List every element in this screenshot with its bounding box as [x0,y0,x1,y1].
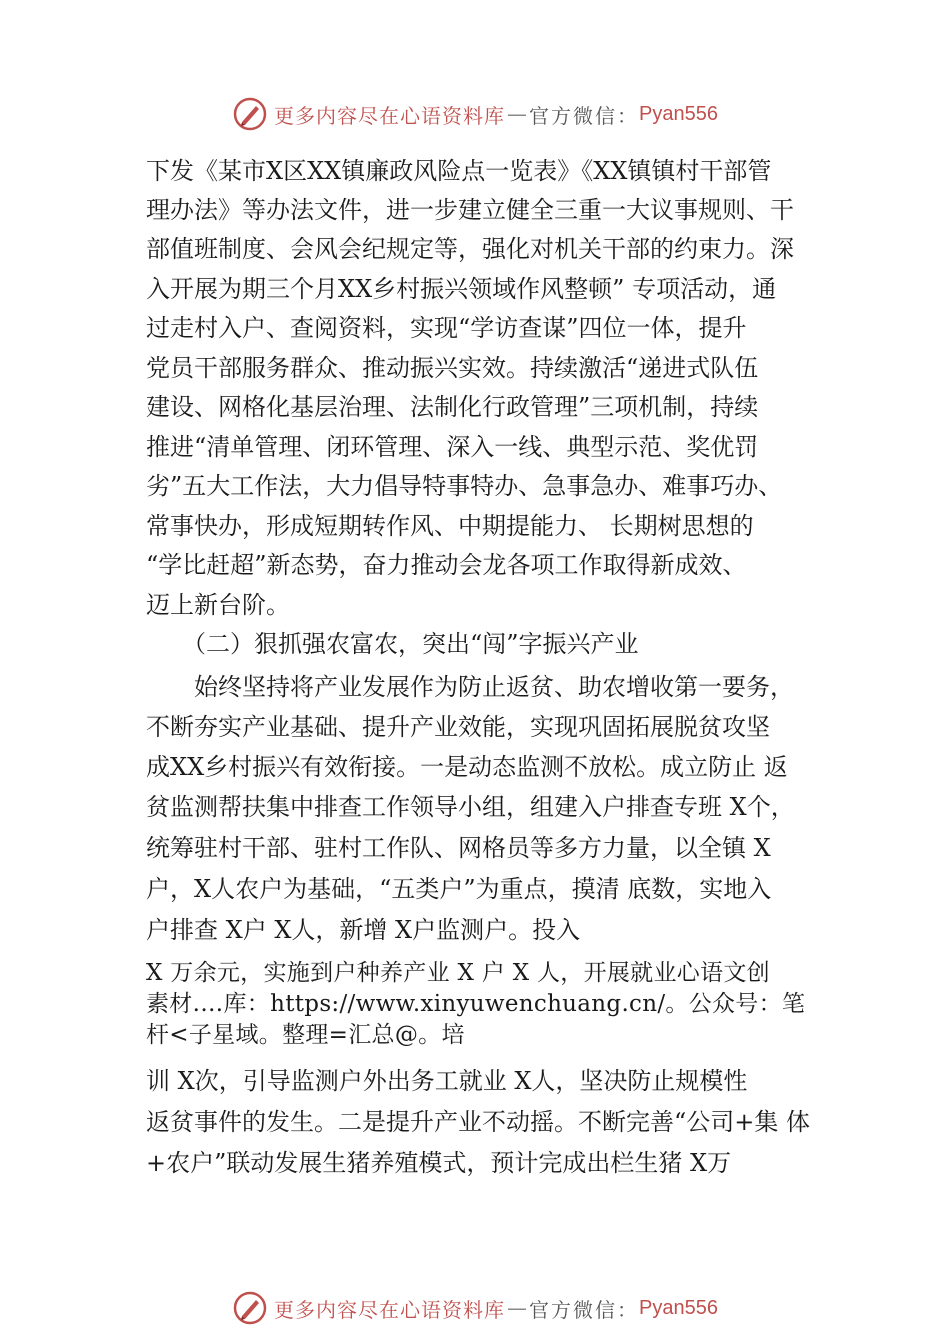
text-line: 户排查 X户 X人，新增 X户监测户。投入 [146,916,581,944]
section-heading: （二）狠抓强农富农，突出“闯”字振兴产业 [146,630,639,658]
wechat-label: 官方微信： [529,103,640,128]
footer-banner [0,1286,950,1330]
inserted-text-line: 杆<子星域。整理=汇总@。培 [146,1022,465,1048]
inserted-text-line: X 万余元，实施到户种养产业 X 户 X 人，开展就业心语文创 [146,960,770,986]
text-line: 建设、网格化基层治理、法制化行政管理”三项机制，持续 [146,393,759,421]
text-line: 入开展为期三个月XX乡村振兴领域作风整顿” 专项活动，通 [146,275,777,303]
text-line: +农户”联动发展生猪养殖模式，预计完成出栏生猪 X万 [146,1149,732,1177]
wechat-id: Pyan556 [639,1296,718,1319]
text-line: 下发《某市X区XX镇廉政风险点一览表》《XX镇镇村干部管 [146,157,772,185]
pen-logo-icon [232,1290,268,1326]
inserted-text-line: 素材.…库：https://www.xinyuwenchuang.cn/。公众号：笔 [146,991,806,1017]
text-line: 部值班制度、会风会纪规定等，强化对机关干部的约束力。深 [146,235,794,263]
text-line: 返贫事件的发生。二是提升产业不动摇。不断完善“公司+集 体 [146,1108,811,1136]
text-line: 训 X次，引导监测户外出务工就业 X人，坚决防止规模性 [146,1067,748,1095]
text-line: 不断夯实产业基础、提升产业效能，实现巩固拓展脱贫攻坚 [146,713,770,741]
brand-text: 更多内容尽在心语资料库 [274,103,506,128]
header-banner [0,92,950,136]
text-line: 理办法》等办法文件，进一步建立健全三重一大议事规则、干 [146,196,794,224]
text-line: 迈上新台阶。 [146,591,290,619]
text-line: 常事快办，形成短期转作风、中期提能力、 长期树思想的 [146,512,754,540]
separator-dash: — [507,102,528,126]
pen-logo-icon [232,96,268,132]
text-line: “学比赶超”新态势，奋力推动会龙各项工作取得新成效、 [146,551,747,579]
text-line: 过走村入户、查阅资料，实现“学访查谋”四位一体，提升 [146,314,747,342]
brand-text: 更多内容尽在心语资料库 [274,1297,506,1322]
text-line: 贫监测帮扶集中排查工作领导小组，组建入户排查专班 X个， [146,793,795,821]
text-line: 统筹驻村干部、驻村工作队、网格员等多方力量，以全镇 X [146,834,771,862]
wechat-id: Pyan556 [639,102,718,125]
text-line: 始终坚持将产业发展作为防止返贫、助农增收第一要务， [146,673,794,701]
separator-dash: — [507,1296,528,1320]
text-line: 劣”五大工作法，大力倡导特事特办、急事急办、难事巧办、 [146,472,783,500]
text-line: 党员干部服务群众、推动振兴实效。持续激活“递进式队伍 [146,354,759,382]
text-line: 户，X人农户为基础，“五类户”为重点，摸清 底数，实地入 [146,875,772,903]
text-line: 成XX乡村振兴有效衔接。一是动态监测不放松。成立防止 返 [146,753,788,781]
text-line: 推进“清单管理、闭环管理、深入一线、典型示范、奖优罚 [146,433,759,461]
wechat-label: 官方微信： [529,1297,640,1322]
